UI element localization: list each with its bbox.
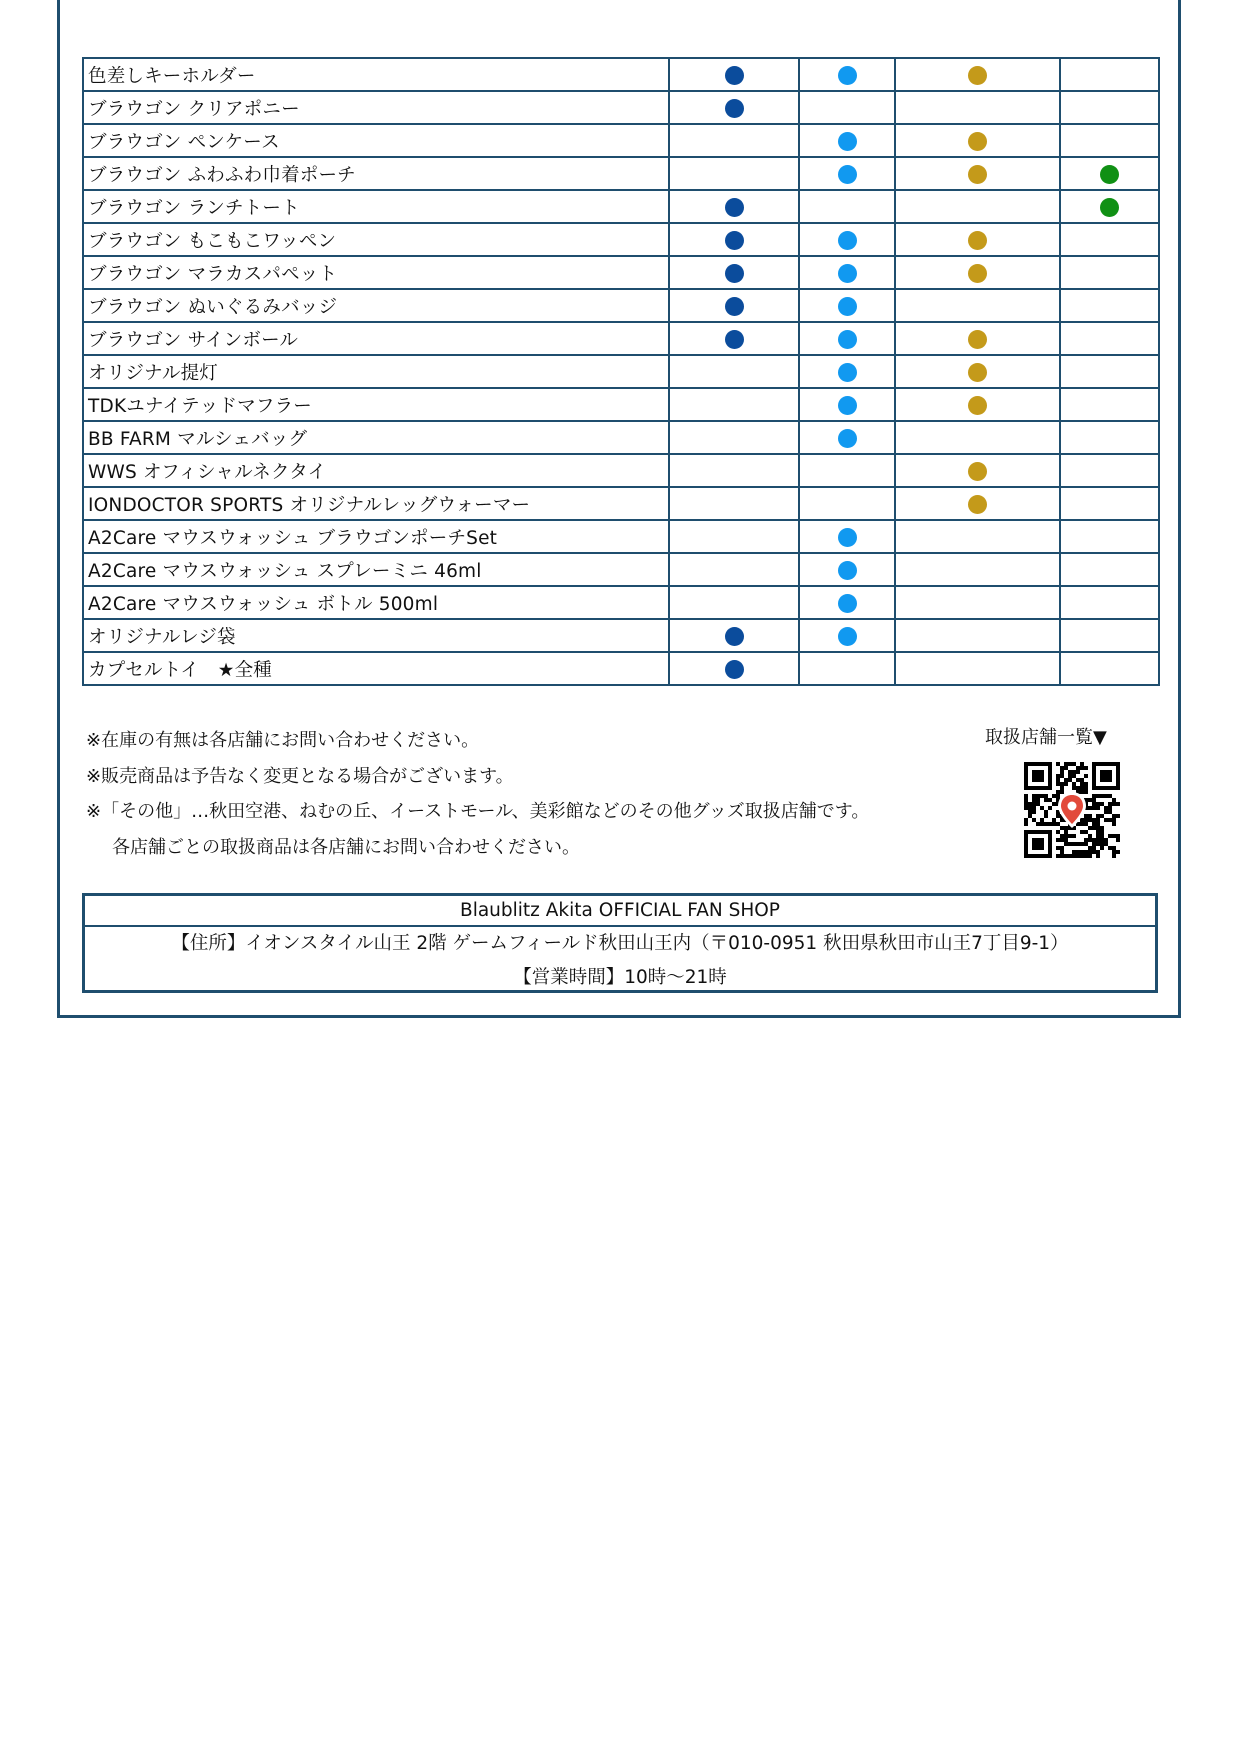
store-cell-navy [669, 520, 799, 553]
store-cell-green [1060, 190, 1159, 223]
store-cell-navy [669, 553, 799, 586]
store-cell-sky [799, 454, 895, 487]
sky-dot-icon [838, 627, 857, 646]
sky-dot-icon [838, 363, 857, 382]
store-cell-green [1060, 619, 1159, 652]
table-row [83, 58, 1159, 91]
store-cell-green [1060, 520, 1159, 553]
note-other-sub: 各店舗ごとの取扱商品は各店舗にお問い合わせください。 [112, 836, 580, 858]
store-list-qr-code[interactable] [1024, 762, 1120, 858]
store-cell-green [1060, 421, 1159, 454]
store-cell-green [1060, 454, 1159, 487]
store-cell-navy [669, 619, 799, 652]
store-cell-sky [799, 487, 895, 520]
store-cell-gold [895, 421, 1060, 454]
store-cell-navy [669, 190, 799, 223]
shop-hours: 【営業時間】10時～21時 [513, 967, 727, 988]
store-cell-gold [895, 223, 1060, 256]
sky-dot-icon [838, 132, 857, 151]
table-row [83, 520, 1159, 553]
store-cell-sky [799, 157, 895, 190]
store-cell-sky [799, 223, 895, 256]
store-cell-gold [895, 58, 1060, 91]
product-name: ブラウゴン クリアポニー [83, 91, 669, 124]
store-cell-navy [669, 652, 799, 685]
store-cell-gold [895, 157, 1060, 190]
sky-dot-icon [838, 330, 857, 349]
sky-dot-icon [838, 561, 857, 580]
table-row [83, 157, 1159, 190]
table-row [83, 553, 1159, 586]
store-cell-sky [799, 91, 895, 124]
store-cell-navy [669, 124, 799, 157]
store-cell-gold [895, 388, 1060, 421]
store-cell-gold [895, 289, 1060, 322]
note-change: ※販売商品は予告なく変更となる場合がございます。 [86, 765, 514, 787]
gold-dot-icon [968, 66, 987, 85]
gold-dot-icon [968, 363, 987, 382]
table-row [83, 355, 1159, 388]
product-name: ブラウゴン もこもこワッペン [83, 223, 669, 256]
store-cell-sky [799, 652, 895, 685]
store-cell-gold [895, 586, 1060, 619]
navy-dot-icon [725, 660, 744, 679]
gold-dot-icon [968, 330, 987, 349]
store-cell-gold [895, 553, 1060, 586]
store-cell-gold [895, 619, 1060, 652]
store-cell-sky [799, 388, 895, 421]
store-cell-navy [669, 289, 799, 322]
product-name: A2Care マウスウォッシュ スプレーミニ 46ml [83, 553, 669, 586]
store-cell-navy [669, 58, 799, 91]
navy-dot-icon [725, 330, 744, 349]
green-dot-icon [1100, 198, 1119, 217]
navy-dot-icon [725, 66, 744, 85]
product-name: カプセルトイ ★全種 [83, 652, 669, 685]
table-row [83, 619, 1159, 652]
store-cell-gold [895, 124, 1060, 157]
product-name: TDKユナイテッドマフラー [83, 388, 669, 421]
product-name: ブラウゴン サインボール [83, 322, 669, 355]
table-row [83, 91, 1159, 124]
table-row [83, 190, 1159, 223]
store-cell-green [1060, 652, 1159, 685]
table-row [83, 586, 1159, 619]
product-name: ブラウゴン ランチトート [83, 190, 669, 223]
navy-dot-icon [725, 627, 744, 646]
sky-dot-icon [838, 297, 857, 316]
store-cell-navy [669, 586, 799, 619]
product-name: BB FARM マルシェバッグ [83, 421, 669, 454]
store-cell-sky [799, 520, 895, 553]
gold-dot-icon [968, 396, 987, 415]
store-cell-green [1060, 223, 1159, 256]
navy-dot-icon [725, 264, 744, 283]
store-cell-green [1060, 256, 1159, 289]
sky-dot-icon [838, 594, 857, 613]
store-cell-gold [895, 91, 1060, 124]
navy-dot-icon [725, 198, 744, 217]
store-cell-gold [895, 256, 1060, 289]
store-cell-navy [669, 421, 799, 454]
sky-dot-icon [838, 396, 857, 415]
sky-dot-icon [838, 264, 857, 283]
store-cell-green [1060, 322, 1159, 355]
product-name: オリジナル提灯 [83, 355, 669, 388]
navy-dot-icon [725, 231, 744, 250]
store-cell-gold [895, 355, 1060, 388]
store-cell-gold [895, 322, 1060, 355]
store-cell-green [1060, 58, 1159, 91]
sky-dot-icon [838, 429, 857, 448]
store-cell-navy [669, 388, 799, 421]
green-dot-icon [1100, 165, 1119, 184]
gold-dot-icon [968, 132, 987, 151]
shop-title: Blaublitz Akita OFFICIAL FAN SHOP [85, 896, 1155, 927]
store-cell-sky [799, 124, 895, 157]
product-name: ブラウゴン マラカスパペット [83, 256, 669, 289]
store-cell-navy [669, 91, 799, 124]
store-cell-green [1060, 586, 1159, 619]
note-stock: ※在庫の有無は各店舗にお問い合わせください。 [86, 730, 480, 751]
store-cell-sky [799, 256, 895, 289]
product-name: ブラウゴン ペンケース [83, 124, 669, 157]
notes-block [86, 723, 946, 865]
store-cell-navy [669, 487, 799, 520]
store-cell-navy [669, 355, 799, 388]
store-cell-navy [669, 322, 799, 355]
store-cell-navy [669, 223, 799, 256]
table-row [83, 421, 1159, 454]
store-cell-green [1060, 355, 1159, 388]
product-name: ブラウゴン ふわふわ巾着ポーチ [83, 157, 669, 190]
store-cell-gold [895, 454, 1060, 487]
store-cell-sky [799, 355, 895, 388]
table-row [83, 124, 1159, 157]
store-cell-green [1060, 289, 1159, 322]
table-row [83, 289, 1159, 322]
gold-dot-icon [968, 462, 987, 481]
gold-dot-icon [968, 231, 987, 250]
store-cell-navy [669, 157, 799, 190]
store-cell-sky [799, 190, 895, 223]
gold-dot-icon [968, 495, 987, 514]
store-cell-navy [669, 454, 799, 487]
sky-dot-icon [838, 231, 857, 250]
store-cell-sky [799, 289, 895, 322]
navy-dot-icon [725, 297, 744, 316]
table-row [83, 652, 1159, 685]
table-row [83, 223, 1159, 256]
navy-dot-icon [725, 99, 744, 118]
store-cell-gold [895, 652, 1060, 685]
product-name: ブラウゴン ぬいぐるみバッジ [83, 289, 669, 322]
gold-dot-icon [968, 264, 987, 283]
store-cell-sky [799, 421, 895, 454]
store-cell-gold [895, 487, 1060, 520]
gold-dot-icon [968, 165, 987, 184]
store-cell-sky [799, 553, 895, 586]
goods-availability-table [82, 57, 1160, 686]
product-name: IONDOCTOR SPORTS オリジナルレッグウォーマー [83, 487, 669, 520]
shop-info-box [82, 893, 1158, 993]
product-name: A2Care マウスウォッシュ ボトル 500ml [83, 586, 669, 619]
store-cell-green [1060, 487, 1159, 520]
product-name: オリジナルレジ袋 [83, 619, 669, 652]
store-cell-sky [799, 586, 895, 619]
store-list-label: 取扱店舗一覧▼ [985, 727, 1107, 748]
store-cell-gold [895, 520, 1060, 553]
product-name: WWS オフィシャルネクタイ [83, 454, 669, 487]
sky-dot-icon [838, 66, 857, 85]
store-cell-sky [799, 322, 895, 355]
product-name: 色差しキーホルダー [83, 58, 669, 91]
store-cell-green [1060, 388, 1159, 421]
store-cell-gold [895, 190, 1060, 223]
shop-address: 【住所】イオンスタイル山王 2階 ゲームフィールド秋田山王内（〒010-0951 秋田県秋田市山王7丁目9-1） [171, 933, 1069, 954]
sky-dot-icon [838, 165, 857, 184]
table-row [83, 256, 1159, 289]
store-cell-navy [669, 256, 799, 289]
store-cell-sky [799, 58, 895, 91]
table-row [83, 322, 1159, 355]
product-name: A2Care マウスウォッシュ ブラウゴンポーチSet [83, 520, 669, 553]
store-cell-green [1060, 157, 1159, 190]
table-row [83, 487, 1159, 520]
sky-dot-icon [838, 528, 857, 547]
store-cell-green [1060, 91, 1159, 124]
table-row [83, 454, 1159, 487]
note-other: ※「その他」…秋田空港、ねむの丘、イーストモール、美彩館などのその他グッズ取扱店舗です。 [86, 801, 870, 822]
store-cell-sky [799, 619, 895, 652]
store-cell-green [1060, 553, 1159, 586]
table-row [83, 388, 1159, 421]
store-cell-green [1060, 124, 1159, 157]
